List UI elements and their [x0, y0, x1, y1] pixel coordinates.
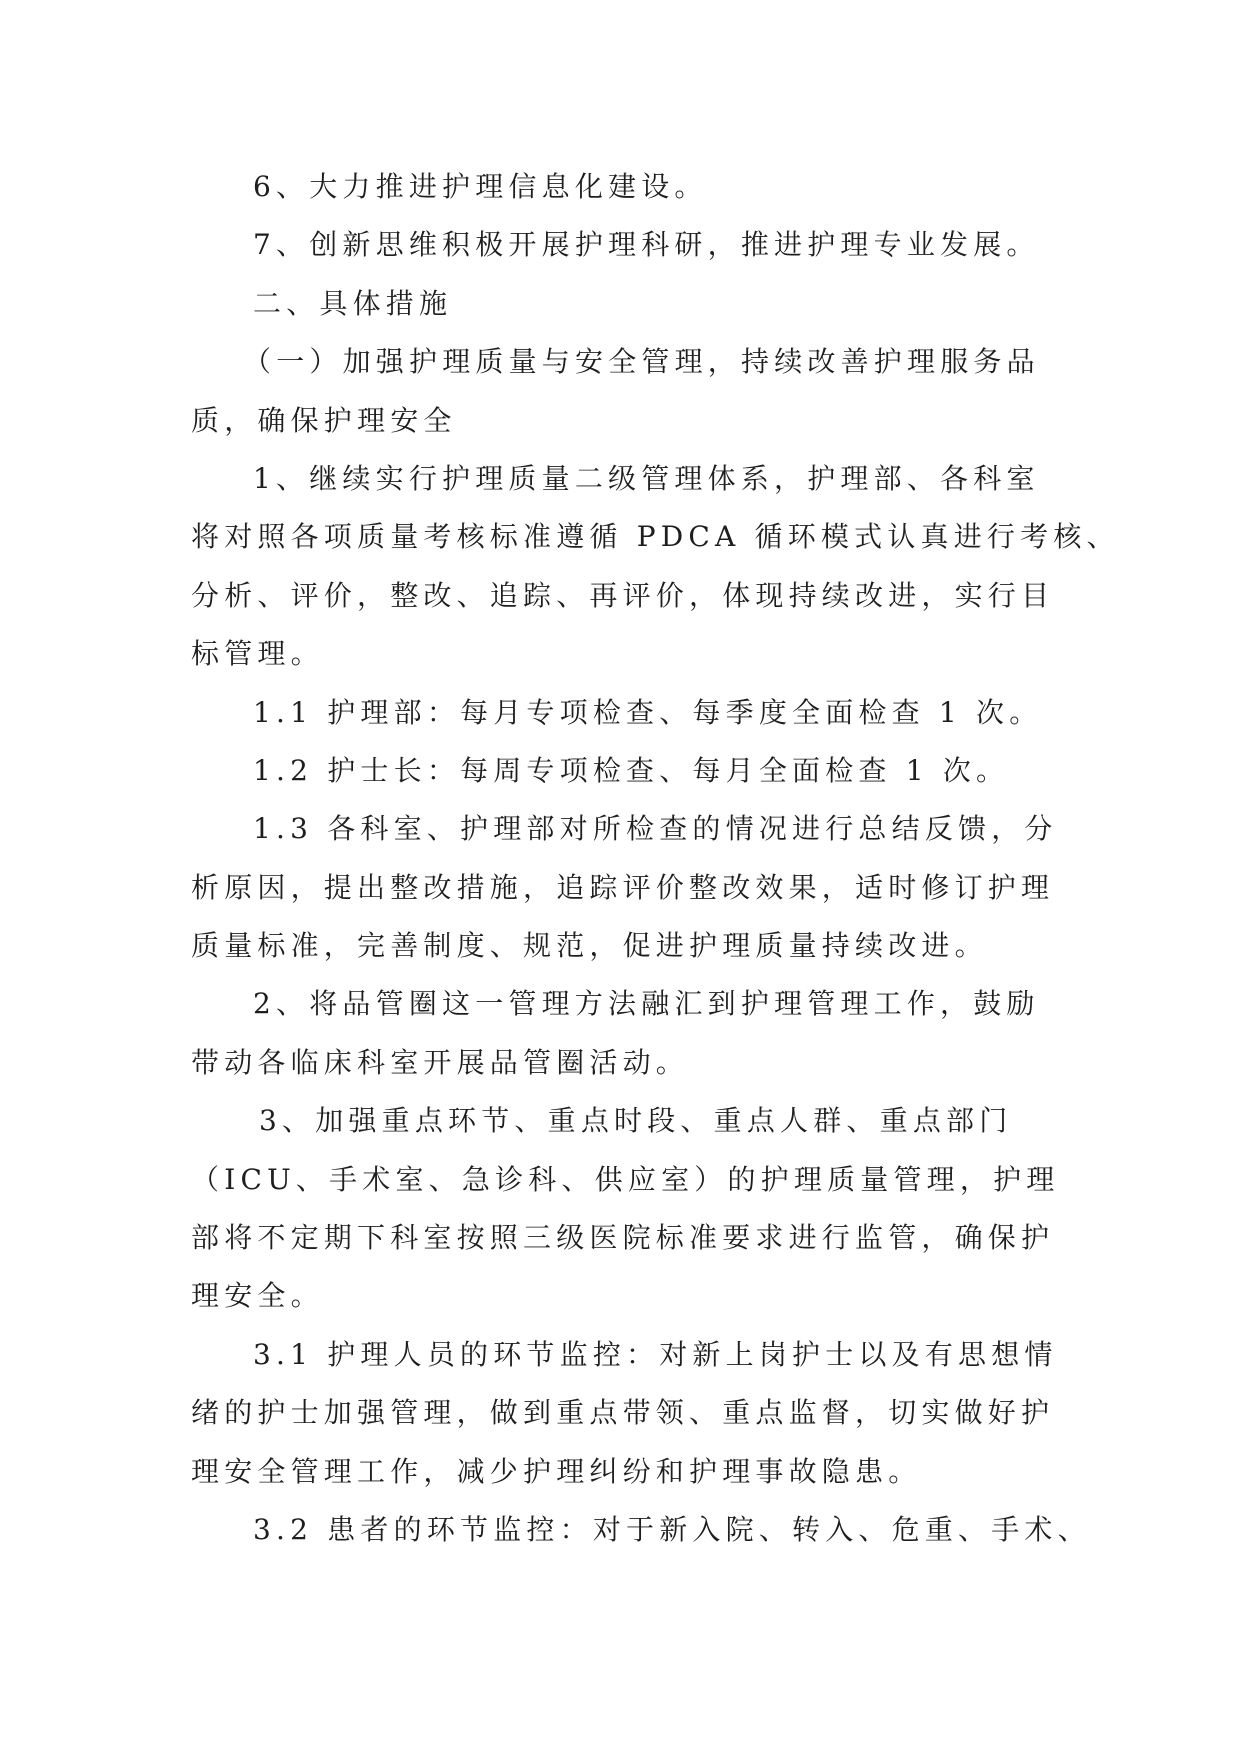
paragraph-item-7 — [191, 216, 1151, 274]
paragraph-line: 3.2 患者的环节监控：对于新入院、转入、危重、手术、 — [253, 1512, 1091, 1546]
paragraph-line: 绪的护士加强管理，做到重点带领、重点监督，切实做好护 — [191, 1396, 1055, 1430]
paragraph-line: 分析、评价，整改、追踪、再评价，体现持续改进，实行目 — [191, 578, 1055, 612]
paragraph-line: 2、将品管圈这一管理方法融汇到护理管理工作，鼓励 — [253, 987, 1040, 1021]
paragraph-line: 将对照各项质量考核标准遵循 PDCA 循环模式认真进行考核、 — [191, 520, 1120, 554]
paragraph-line: 1.3 各科室、护理部对所检查的情况进行总结反馈，分 — [253, 812, 1058, 846]
section-heading — [191, 275, 1151, 333]
subsection-heading — [191, 333, 1151, 450]
paragraph-line: （ICU、手术室、急诊科、供应室）的护理质量管理，护理 — [191, 1162, 1060, 1196]
paragraph-line: 6、大力推进护理信息化建设。 — [253, 170, 708, 203]
paragraph-line: 3.1 护理人员的环节监控：对新上岗护士以及有思想情 — [253, 1337, 1058, 1371]
paragraph-item-3 — [191, 1092, 1151, 1326]
paragraph-line: 理安全。 — [191, 1279, 324, 1313]
paragraph-item-1-1 — [191, 684, 1151, 742]
paragraph-item-6 — [191, 158, 1151, 216]
paragraph-line: 理安全管理工作，减少护理纠纷和护理事故隐患。 — [191, 1454, 922, 1488]
paragraph-item-3-2 — [191, 1501, 1151, 1559]
paragraph-line: 1.2 护士长：每周专项检查、每月全面检查 1 次。 — [253, 753, 1010, 787]
paragraph-line: 1、继续实行护理质量二级管理体系，护理部、各科室 — [253, 461, 1040, 495]
paragraph-line: 质量标准，完善制度、规范，促进护理质量持续改进。 — [191, 929, 988, 963]
paragraph-item-1-3 — [191, 800, 1151, 975]
document-body — [191, 158, 1151, 1559]
paragraph-line: 带动各临床科室开展品管圈活动。 — [191, 1045, 690, 1079]
paragraph-item-2 — [191, 975, 1151, 1092]
paragraph-line: 标管理。 — [191, 637, 324, 671]
paragraph-line: 3、加强重点环节、重点时段、重点人群、重点部门 — [259, 1104, 1013, 1138]
heading-line: 质，确保护理安全 — [191, 403, 457, 437]
paragraph-item-1-2 — [191, 742, 1151, 800]
paragraph-line: 1.1 护理部：每月专项检查、每季度全面检查 1 次。 — [253, 695, 1043, 729]
paragraph-item-1 — [191, 450, 1151, 684]
paragraph-line: 析原因，提出整改措施，追踪评价整改效果，适时修订护理 — [191, 870, 1055, 904]
heading-line: （一）加强护理质量与安全管理，持续改善护理服务品 — [243, 345, 1040, 379]
heading-line: 二、具体措施 — [253, 286, 453, 320]
paragraph-line: 7、创新思维积极开展护理科研，推进护理专业发展。 — [253, 228, 1040, 262]
paragraph-item-3-1 — [191, 1326, 1151, 1501]
paragraph-line: 部将不定期下科室按照三级医院标准要求进行监管，确保护 — [191, 1221, 1055, 1255]
